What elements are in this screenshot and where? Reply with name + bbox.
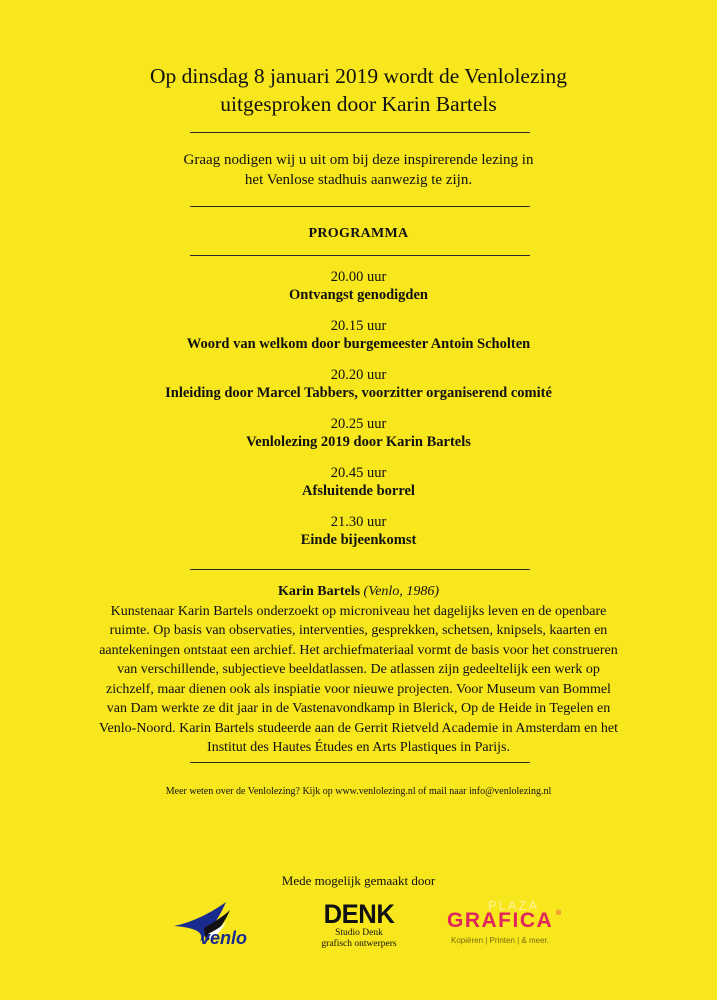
- program-item: [0, 317, 717, 366]
- studio-denk-logo: [306, 900, 412, 956]
- intro-line-2: het Venlose stadhuis aanwezig te zijn.: [244, 172, 473, 188]
- program-event: Woord van welkom door burgemeester Antoin Scholten: [186, 336, 531, 352]
- bio-line: ruimte. Op basis van observaties, interventies, gesprekken, schetsen, knipsels, kaarten en: [109, 623, 608, 638]
- divider-1: [190, 132, 530, 133]
- divider-4: [190, 569, 530, 570]
- denk-subtitle-2: grafisch ontwerpers: [321, 939, 397, 949]
- registered-mark: ®: [556, 910, 562, 917]
- title-line-1: Op dinsdag 8 januari 2019 wordt de Venlolezing: [150, 64, 567, 88]
- page-title: [0, 62, 717, 118]
- program-time: 20.15 uur: [330, 318, 387, 334]
- denk-subtitle-1: Studio Denk: [335, 928, 383, 938]
- bio-line: zichzelf, maar dienen ook als inspiatie voor nieuwe projecten. Voor Museum van Bommel: [106, 681, 611, 697]
- intro-text: [0, 150, 717, 190]
- program-item: [0, 366, 717, 415]
- program-time: 20.25 uur: [330, 416, 387, 432]
- program-event: Einde bijeenkomst: [300, 532, 417, 548]
- program-item: [0, 268, 717, 317]
- plaza-wordmark: PLAZA: [488, 898, 540, 913]
- grafica-wordmark: GRAFICA: [447, 909, 554, 932]
- sponsors-heading: Mede mogelijk gemaakt door: [281, 873, 436, 888]
- program-event: Inleiding door Marcel Tabbers, voorzitter organiserend comité: [165, 385, 552, 401]
- program-event: Afsluitende borrel: [302, 483, 415, 499]
- artist-name: Karin Bartels: [278, 584, 361, 599]
- venlo-wordmark: venlo: [200, 928, 248, 948]
- divider-5: [190, 762, 530, 763]
- program-time: 20.45 uur: [330, 465, 387, 481]
- program-time: 20.00 uur: [330, 269, 387, 285]
- bio-line: Venlo-Noord. Karin Bartels studeerde aan de Gerrit Rietveld Academie in Amsterdam en het: [99, 720, 618, 736]
- divider-3: [190, 255, 530, 256]
- program-event: Venlolezing 2019 door Karin Bartels: [246, 434, 471, 450]
- divider-2: [190, 206, 530, 207]
- bio-line: Kunstenaar Karin Bartels onderzoekt op microniveau het dagelijks leven en de openbare: [110, 603, 607, 619]
- program-event: Ontvangst genodigden: [289, 287, 428, 303]
- bio-line: aantekeningen ontstaat een archief. Het archiefmateriaal vormt de basis voor het construeren: [99, 642, 618, 658]
- denk-wordmark: DENK: [323, 899, 395, 929]
- plaza-grafica-logo: [444, 898, 566, 958]
- artist-bio: [0, 582, 717, 758]
- program-item: [0, 464, 717, 513]
- program-item: [0, 513, 717, 562]
- bio-line: van Dam werkte ze dit jaar in de Vastenavondkamp in Blerick, Op de Heide in Tegelen en: [106, 701, 611, 716]
- contact-info: Meer weten over de Venlolezing? Kijk op www.venlolezing.nl of mail naar info@venlolezing.nl: [165, 786, 552, 797]
- program-heading: PROGRAMMA: [308, 226, 409, 241]
- grafica-tagline: Kopiëren | Printen | & meer.: [451, 936, 549, 945]
- bio-line: Institut des Hautes Études en Arts Plastiques in Parijs.: [207, 740, 510, 755]
- artist-origin: (Venlo, 1986): [363, 584, 439, 599]
- venlo-logo: [170, 898, 270, 960]
- program-time: 21.30 uur: [330, 514, 387, 530]
- program-time: 20.20 uur: [330, 367, 387, 383]
- program-item: [0, 415, 717, 464]
- bio-heading: [0, 582, 717, 602]
- intro-line-1: Graag nodigen wij u uit om bij deze inspirerende lezing in: [183, 152, 534, 168]
- program-list: [0, 268, 717, 562]
- title-line-2: uitgesproken door Karin Bartels: [220, 92, 497, 116]
- bio-line: van verschillende, subjectieve beeldatlassen. De atlassen zijn gedeeltelijk een werk op: [117, 662, 600, 677]
